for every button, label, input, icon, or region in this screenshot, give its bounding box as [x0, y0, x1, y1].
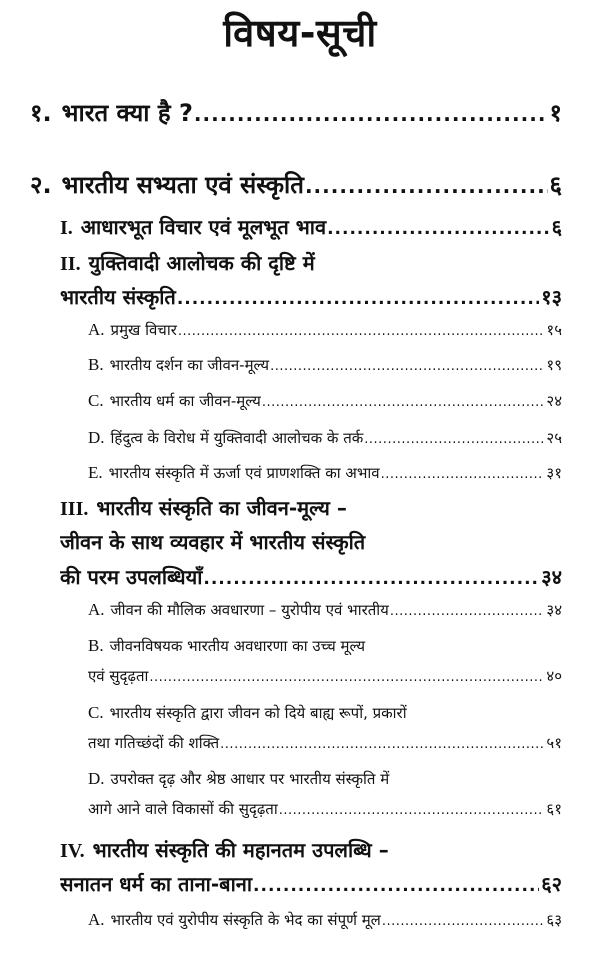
toc-title: विषय-सूची: [223, 11, 377, 55]
toc-page-number: ६३: [546, 911, 562, 929]
toc-entry-II-A: [88, 320, 562, 340]
leader-dots: [253, 876, 539, 896]
toc-entry-IV: [60, 836, 562, 863]
toc-entry-II-cont: [60, 283, 562, 310]
toc-entry-III-D: [88, 769, 562, 789]
toc-entry-III-cont2: [60, 563, 562, 590]
toc-entry-label-line2: आगे आने वाले विकासों की सुदृढ़ता: [88, 800, 278, 818]
toc-entry-III: [60, 494, 562, 521]
toc-entry-label-line2: जीवन के साथ व्यवहार में भारतीय संस्कृति: [60, 530, 366, 554]
toc-entry-number: III.: [60, 498, 89, 520]
toc-entry-III-cont1: [60, 528, 562, 555]
leader-dots: [270, 359, 544, 374]
toc-page-number: ३४: [541, 565, 562, 589]
toc-entry-number: C.: [88, 391, 104, 410]
toc-entry-II-B: [88, 355, 562, 375]
toc-entry-II-E: [88, 463, 562, 483]
toc-entry-label-line1: भारतीय संस्कृति की महानतम उपलब्धि –: [92, 838, 389, 862]
toc-page-number: ६२: [541, 872, 562, 896]
leader-dots: [381, 467, 545, 482]
toc-entry-label: हिंदुत्व के विरोध में युक्तिवादी आलोचक के तर्क: [110, 429, 364, 447]
toc-entry-label-line1: भारतीय संस्कृति द्वारा जीवन को दिये बाह्य रूपों, प्रकारों: [109, 704, 407, 722]
toc-entry-number: A.: [88, 910, 105, 929]
toc-page-number: १९: [546, 356, 562, 374]
toc-entry-number: २.: [30, 171, 52, 199]
toc-page-number: २४: [546, 392, 562, 410]
toc-entry-label: भारतीय संस्कृति में ऊर्जा एवं प्राणशक्ति का अभाव: [108, 464, 380, 482]
toc-entry-label-line2: भारतीय संस्कृति: [60, 285, 176, 309]
toc-entry-number: D.: [88, 428, 105, 447]
leader-dots: [327, 219, 550, 239]
toc-entry-number: IV.: [60, 840, 85, 862]
toc-entry-II-D: [88, 428, 562, 448]
toc-entry-number: D.: [88, 769, 105, 788]
toc-entry-number: १.: [30, 99, 52, 127]
toc-page-number: ४०: [546, 667, 562, 685]
toc-entry-label-line1: भारतीय संस्कृति का जीवन-मूल्य –: [96, 496, 347, 520]
toc-entry-III-B: [88, 636, 562, 656]
leader-dots: [364, 432, 544, 447]
toc-entry-number: A.: [88, 600, 105, 619]
toc-page-number: १३: [541, 285, 562, 309]
toc-entry-III-C: [88, 703, 562, 723]
leader-dots: [279, 803, 545, 818]
toc-entry-2: [30, 168, 562, 201]
toc-entry-II: [60, 249, 562, 276]
leader-dots: [203, 569, 539, 589]
toc-page-number: १५: [546, 321, 562, 339]
toc-entry-number: C.: [88, 703, 104, 722]
toc-entry-III-A: [88, 600, 562, 620]
leader-dots: [382, 914, 545, 929]
toc-entry-label-line1: युक्तिवादी आलोचक की दृष्टि में: [88, 251, 315, 275]
toc-entry-label-line1: उपरोक्त दृढ़ और श्रेष्ठ आधार पर भारतीय संस्कृति में: [110, 770, 390, 788]
toc-entry-III-D-cont: [88, 799, 562, 819]
toc-entry-IV-cont: [60, 870, 562, 897]
toc-entry-III-B-cont: [88, 666, 562, 686]
toc-entry-label-line2: सनातन धर्म का ताना-बाना: [60, 872, 253, 896]
leader-dots: [149, 670, 544, 685]
leader-dots: [390, 604, 545, 619]
toc-entry-number: B.: [88, 636, 104, 655]
toc-entry-II-C: [88, 391, 562, 411]
toc-page-number: ५१: [546, 734, 562, 752]
toc-entry-1: [30, 96, 562, 129]
toc-entry-number: I.: [60, 217, 73, 239]
toc-entry-label-line1: जीवनविषयक भारतीय अवधारणा का उच्च मूल्य: [109, 637, 366, 655]
toc-entry-number: B.: [88, 355, 104, 374]
toc-entry-label: आधारभूत विचार एवं मूलभूत भाव: [80, 215, 327, 239]
toc-entry-label: प्रमुख विचार: [110, 321, 177, 339]
leader-dots: [194, 102, 548, 126]
toc-entry-label: जीवन की मौलिक अवधारणा – युरोपीय एवं भारतीय: [110, 601, 389, 619]
leader-dots: [262, 395, 545, 410]
leader-dots: [220, 737, 544, 752]
leader-dots: [177, 289, 539, 309]
toc-entry-IV-A: [88, 910, 562, 930]
toc-entry-label-line2: तथा गतिच्छंदों की शक्ति: [88, 734, 220, 752]
leader-dots: [178, 324, 545, 339]
leader-dots: [305, 174, 548, 198]
toc-entry-number: II.: [60, 253, 81, 275]
toc-entry-III-C-cont: [88, 733, 562, 753]
toc-page-number: ३४: [546, 601, 562, 619]
toc-entry-label: भारतीय एवं युरोपीय संस्कृति के भेद का संपूर्ण मूल: [110, 911, 381, 929]
toc-entry-label-line3: की परम उपलब्धियाँ: [60, 565, 203, 589]
toc-page-number: ६: [549, 171, 562, 199]
toc-entry-label: भारतीय दर्शन का जीवन-मूल्य: [109, 356, 270, 374]
toc-entry-label-line2: एवं सुदृढ़ता: [88, 667, 149, 685]
toc-entry-label: भारत क्या है ?: [61, 99, 193, 127]
toc-page-number: ३१: [546, 464, 562, 482]
toc-entry-I: [60, 213, 562, 240]
toc-page-number: ६१: [546, 800, 562, 818]
toc-entry-number: E.: [88, 463, 103, 482]
toc-entry-label: भारतीय धर्म का जीवन-मूल्य: [109, 392, 261, 410]
toc-page-number: ६: [551, 215, 562, 239]
toc-page-number: २५: [546, 429, 562, 447]
toc-page-number: १: [549, 99, 562, 127]
toc-entry-label: भारतीय सभ्यता एवं संस्कृति: [61, 171, 304, 199]
toc-entry-number: A.: [88, 320, 105, 339]
